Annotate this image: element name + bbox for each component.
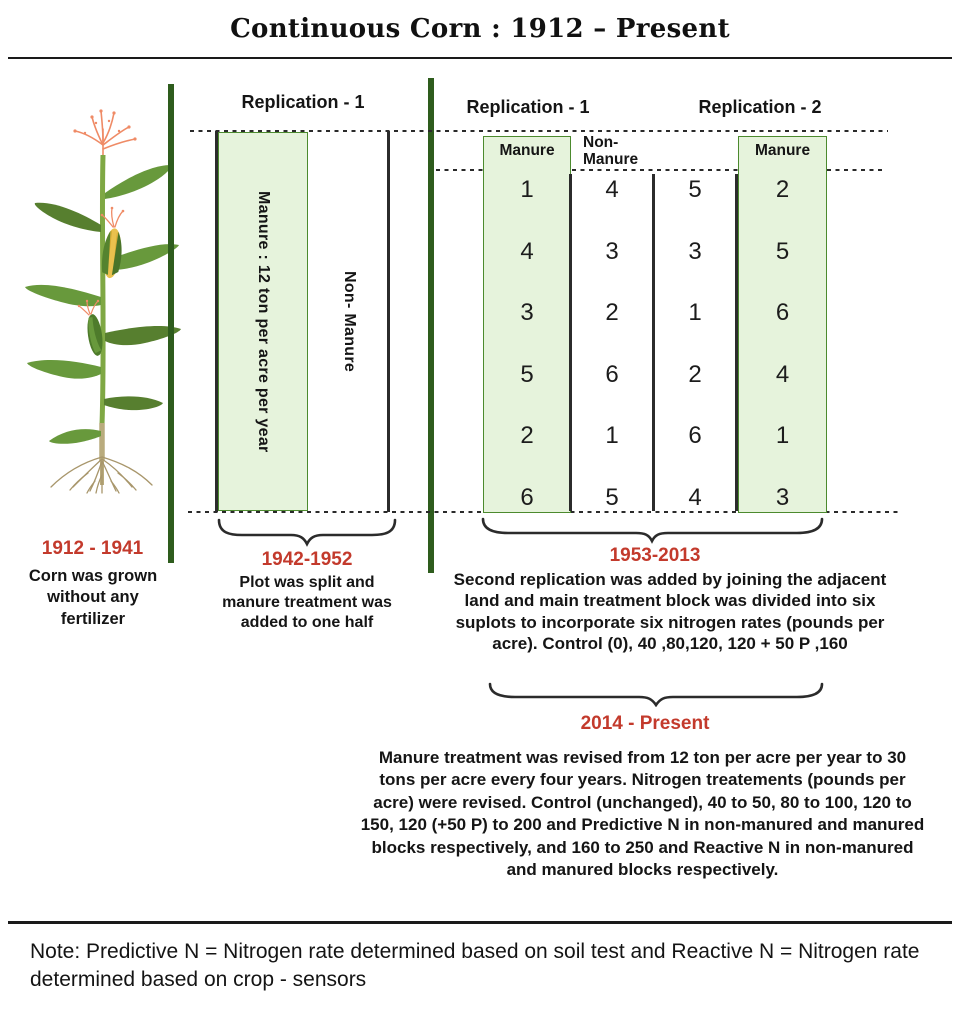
non-manure-plot: [312, 132, 386, 511]
subplot-number: 4: [605, 176, 619, 203]
subplot-number: 2: [520, 422, 534, 450]
period-1953-2013: 1953-2013: [609, 545, 701, 566]
subplot-numbers-manure-rep2: [738, 178, 827, 510]
subplot-number: 5: [775, 237, 790, 265]
description-1942-1952: Plot was split and manure treatment was added to one half: [222, 574, 392, 631]
subplot-number: 3: [688, 237, 702, 265]
subplot-numbers-non-manure-rep2: [655, 178, 735, 510]
description-2014-present: Manure treatment was revised from 12 ton per acre per year to 30 tons per acre every four years. Nitrogen treatements (pounds per acre) were revised. Control (unchanged), 40 to 50, 80 to 100, 120 to 150, 120 (+50 P) to 200 and Predictive N in non-manured and manured blocks respectively, and 160 to 250 and Reactive N in non-manured and manured blocks respectively.: [360, 748, 925, 880]
subplot-number: 5: [688, 176, 702, 203]
subplot-number: 5: [520, 360, 534, 388]
subplot-number: 1: [520, 176, 534, 203]
subplot-number: 6: [775, 299, 790, 327]
period-1942-1952: 1942-1952: [261, 549, 353, 570]
subplot-number: 3: [520, 299, 534, 327]
subplot-number: 1: [605, 422, 619, 450]
subplot-number: 3: [775, 483, 790, 511]
non-manure-plot-label: Non- Manure: [341, 270, 358, 373]
subplot-number: 2: [605, 299, 619, 327]
subplot-number: 2: [775, 176, 790, 203]
brace-1942-icon: [216, 517, 398, 547]
subplot-number: 5: [605, 483, 619, 511]
plot-border-right: [387, 131, 390, 512]
right-replication-1-label: Replication - 1: [466, 97, 590, 117]
subplot-numbers-non-manure-rep1: [572, 178, 652, 510]
subplot-number: 4: [520, 237, 534, 265]
right-replication-2-label: Replication - 2: [698, 97, 822, 117]
manure-column-rep1-header: Manure: [499, 142, 555, 159]
subplot-number: 3: [605, 237, 619, 265]
subplot-number: 6: [688, 422, 702, 450]
subplot-numbers-manure-rep1: [483, 178, 571, 510]
period-1912-1941: 1912 - 1941: [41, 538, 144, 559]
subplot-number: 4: [775, 360, 790, 388]
title-divider: [8, 57, 952, 59]
brace-2014-icon: [487, 681, 825, 707]
subplot-number: 1: [775, 422, 790, 450]
footer-divider: [8, 921, 952, 924]
subplot-number: 4: [688, 483, 702, 511]
timeline-bar-left: [168, 84, 174, 563]
brace-1953-icon: [480, 516, 825, 544]
subplot-number: 6: [605, 360, 619, 388]
manure-plot: [218, 132, 308, 511]
subplot-number: 6: [520, 483, 534, 511]
subplot-number: 1: [688, 299, 702, 327]
non-manure-column-header: Non-Manure: [583, 134, 639, 168]
description-1912-1941: Corn was grown without any fertilizer: [28, 567, 158, 628]
subplot-number: 2: [688, 360, 702, 388]
middle-replication-label: Replication - 1: [241, 92, 365, 112]
period-2014-present: 2014 - Present: [580, 713, 710, 734]
timeline-bar-middle: [428, 78, 434, 573]
manure-plot-label: Manure : 12 ton per acre per year: [255, 190, 272, 453]
page-title: Continuous Corn : 1912 – Present: [230, 14, 730, 44]
corn-plant-icon: [15, 95, 185, 495]
description-1953-2013: Second replication was added by joining the adjacent land and main treatment block was divided into six suplots to incorporate six nitrogen rates (pounds per acre). Control (0), 40 ,80,120, 120 + 50 P ,160: [453, 570, 887, 653]
footer-note: Note: Predictive N = Nitrogen rate determined based on soil test and Reactive N = Nitrogen rate determined based on crop - sensors: [30, 940, 920, 991]
manure-column-rep2-header: Manure: [754, 142, 811, 159]
